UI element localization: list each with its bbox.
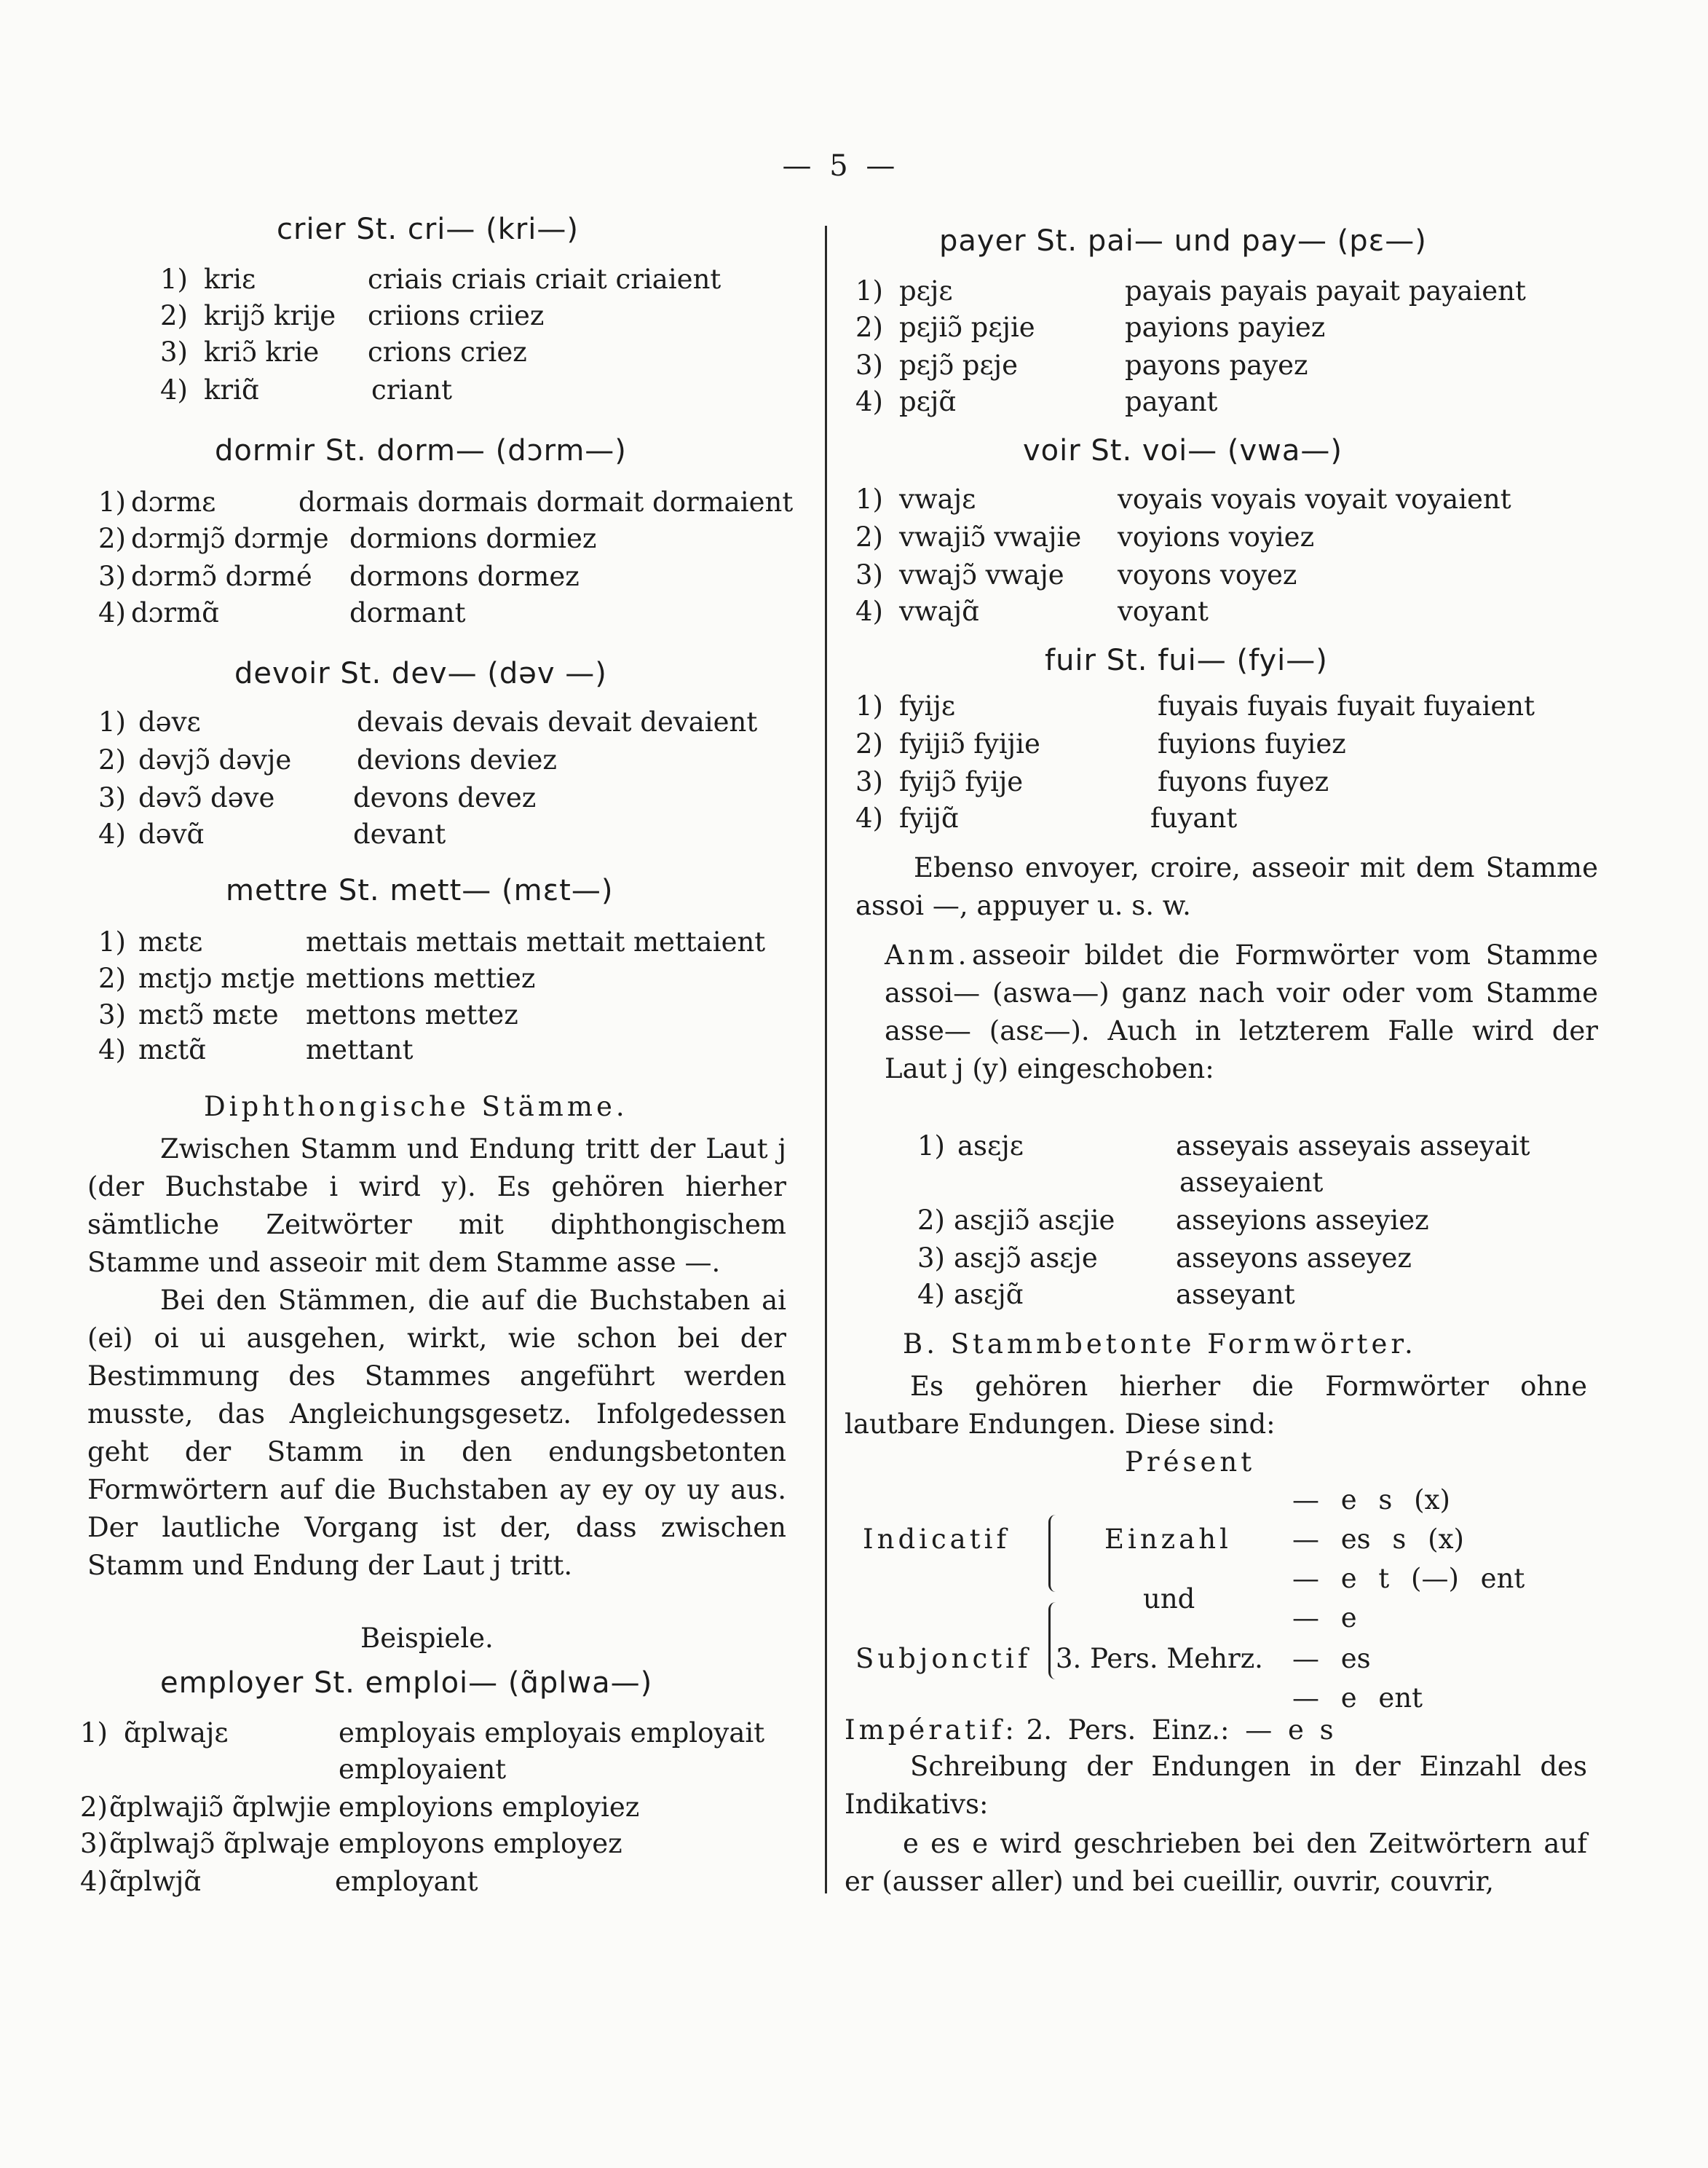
row-number: 4) (80, 1866, 108, 1897)
und-label: und (1143, 1583, 1195, 1615)
written-form: asseyant (1176, 1279, 1295, 1310)
row-number: 2) (160, 300, 188, 331)
phonetic-form: dəvɛ (138, 706, 201, 738)
written-form: dormions dormiez (349, 523, 597, 554)
written-form: payons payez (1125, 350, 1308, 381)
row-number: 1) (160, 264, 188, 295)
written-form: asseyaient (1179, 1167, 1324, 1198)
written-form: voyions voyiez (1118, 521, 1315, 553)
phonetic-form: krijɔ̃ krije (204, 300, 336, 331)
written-form: fuyons fuyez (1158, 766, 1329, 797)
devoir-heading: devoir St. dev— (dəv —) (234, 657, 607, 690)
phonetic-form: pɛjɔ̃ pɛje (899, 350, 1019, 381)
phonetic-form: fyijiɔ̃ fyijie (899, 728, 1040, 760)
written-form: asseyions asseyiez (1176, 1205, 1429, 1236)
written-form: employions employiez (339, 1791, 640, 1823)
phonetic-form: fyijɑ̃ (899, 803, 959, 834)
paragraph-ebenso: Ebenso envoyer, croire, asseoir mit dem Stamme assoi —, appuyer u. s. w. (855, 852, 1598, 921)
written-form: employant (335, 1866, 478, 1897)
row-number: 2) (98, 523, 126, 554)
row-number: 3) (855, 350, 883, 381)
phonetic-form: kriɔ̃ krie (204, 336, 320, 368)
row-number: 2) (80, 1791, 108, 1823)
phonetic-form: asɛjɑ̃ (954, 1279, 1024, 1310)
written-form: fuyais fuyais fuyait fuyaient (1158, 690, 1535, 722)
row-number: 4) (160, 374, 188, 406)
row-number: 1) (855, 690, 883, 722)
row-number: 4) (855, 596, 883, 627)
written-form: dormant (349, 597, 466, 628)
row-number: 1) (98, 706, 126, 738)
paragraph-anmerkung (885, 937, 1598, 1088)
phonetic-form: dɔrmɑ̃ (131, 597, 219, 628)
written-form: crions criez (368, 336, 527, 368)
written-form: fuyions fuyiez (1158, 728, 1346, 760)
phonetic-form: ɑ̃plwjɑ̃ (109, 1866, 202, 1897)
examples-title: Beispiele. (360, 1623, 494, 1654)
row-number: 1) (80, 1717, 108, 1749)
paragraph-endings-rule: e es e wird geschrieben bei den Zeitwörtern auf er (ausser aller) und bei cueillir, ouvrir, couvrir, (845, 1828, 1587, 1897)
payer-heading: payer St. pai— und pay— (pɛ—) (939, 224, 1427, 258)
dormir-heading: dormir St. dorm— (dɔrm—) (215, 434, 627, 468)
phonetic-form: dɔrmɛ (131, 486, 216, 518)
phonetic-form: dɔrmjɔ̃ dɔrmje (131, 523, 329, 554)
written-form: mettais mettais mettait mettaient (306, 926, 766, 958)
phonetic-form: fyijɔ̃ fyije (899, 766, 1024, 797)
phonetic-form: pɛjɑ̃ (899, 386, 957, 417)
bracket-lower (1048, 1602, 1058, 1679)
written-form: devons devez (353, 782, 537, 813)
phonetic-form: asɛjɛ (957, 1130, 1024, 1162)
phonetic-form: vwajɑ̃ (899, 596, 979, 627)
paragraph-angleichung: Bei den Stämmen, die auf die Buchstaben ai (ei) oi ui ausgehen, wirkt, wie schon bei der Bestimmung des Stammes angeführt werden musste, das Angleichungsgesetz. Infolgedessen geht der Stamm in den endungsbetonten Formwörtern auf die Buchstaben ay ey oy uy aus. Der lautliche Vorgang ist der, dass zwischen Stamm und Endung der Laut j tritt. (87, 1285, 786, 1581)
written-form: employais employais employait (339, 1717, 765, 1749)
written-form: employons employez (339, 1828, 622, 1859)
phonetic-form: vwajɛ (899, 484, 976, 515)
written-form: asseyais asseyais asseyait (1176, 1130, 1530, 1162)
crier-heading: crier St. cri— (kri—) (277, 213, 580, 246)
written-form: criant (371, 374, 452, 406)
row-number: 1) (855, 275, 883, 307)
written-form: voyais voyais voyait voyaient (1118, 484, 1511, 515)
present-title: Présent (1125, 1446, 1256, 1478)
written-form: devions deviez (357, 744, 557, 776)
paragraph-diphthong-intro: Zwischen Stamm und Endung tritt der Laut j (der Buchstabe i wird y). Es gehören hierher sämtliche Zeitwörter mit diphthongischem Stamme und asseoir mit dem Stamme asse —. (87, 1133, 786, 1278)
written-form: voyons voyez (1118, 559, 1297, 591)
paragraph-section-b: Es gehören hierher die Formwörter ohne lautbare Endungen. Diese sind: (845, 1371, 1587, 1440)
imperatif-endings: 2. Pers. Einz.: — e s (1026, 1714, 1334, 1746)
ending-row: — e (1292, 1602, 1357, 1633)
row-number: 3) (855, 559, 883, 591)
bracket-upper (1048, 1515, 1058, 1592)
row-number: 4) (98, 819, 126, 850)
voir-heading: voir St. voi— (vwa—) (1023, 434, 1343, 468)
written-form: asseyons asseyez (1176, 1242, 1412, 1274)
anm-label: Anm. (885, 939, 970, 971)
phonetic-form: asɛjɔ̃ asɛje (954, 1242, 1098, 1274)
phonetic-form: mɛtɔ̃ mɛte (138, 999, 279, 1030)
employer-heading: employer St. emploi— (ɑ̃plwa—) (160, 1666, 653, 1700)
phonetic-form: dɔrmɔ̃ dɔrmé (131, 561, 312, 592)
row-number: 1) (98, 926, 126, 958)
written-form: voyant (1118, 596, 1209, 627)
written-form: dormais dormais dormait dormaient (298, 486, 794, 518)
phonetic-form: dəvɑ̃ (138, 819, 205, 850)
phonetic-form: mɛtɛ (138, 926, 203, 958)
paragraph-schreibung: Schreibung der Endungen in der Einzahl des Indikativs: (845, 1751, 1587, 1820)
row-number: 2) (855, 521, 883, 553)
mettre-heading: mettre St. mett— (mɛt—) (226, 874, 614, 907)
row-number: 3) (98, 561, 126, 592)
phonetic-form: vwajɔ̃ vwaje (899, 559, 1064, 591)
written-form: payais payais payait payaient (1125, 275, 1526, 307)
row-number: 4) (98, 1034, 126, 1065)
written-form: payions payiez (1125, 312, 1326, 343)
row-number: 2) (855, 728, 883, 760)
ending-row: — e ent (1292, 1682, 1423, 1714)
phonetic-form: pɛjiɔ̃ pɛjie (899, 312, 1035, 343)
row-number: 4) (917, 1279, 945, 1310)
row-number: 4) (855, 803, 883, 834)
written-form: devant (353, 819, 446, 850)
row-number: 3) (855, 766, 883, 797)
row-number: 2) (855, 312, 883, 343)
row-number: 1) (98, 486, 126, 518)
written-form: dormons dormez (349, 561, 580, 592)
row-number: 2) (98, 744, 126, 776)
page-number: — 5 — (782, 149, 900, 183)
column-divider (825, 226, 827, 1893)
row-number: 2) (917, 1205, 945, 1236)
phonetic-form: mɛtjɔ mɛtje (138, 963, 296, 994)
written-form: fuyant (1150, 803, 1238, 834)
section-b-title: B. Stammbetonte Formwörter. (903, 1328, 1417, 1360)
indicatif-label: Indicatif (863, 1523, 1011, 1555)
written-form: payant (1125, 386, 1218, 417)
ending-row: — e t (—) ent (1292, 1563, 1525, 1594)
row-number: 3) (917, 1242, 945, 1274)
ending-row: — es s (x) (1292, 1523, 1464, 1555)
written-form: mettions mettiez (306, 963, 536, 994)
phonetic-form: ɑ̃plwajiɔ̃ ɑ̃plwjie (109, 1791, 331, 1823)
written-form: criais criais criait criaient (368, 264, 721, 295)
phonetic-form: dəvɔ̃ dəve (138, 782, 275, 813)
phonetic-form: kriɛ (204, 264, 256, 295)
diphthong-section-title: Diphthongische Stämme. (204, 1091, 628, 1122)
row-number: 1) (855, 484, 883, 515)
phonetic-form: asɛjiɔ̃ asɛjie (954, 1205, 1115, 1236)
phonetic-form: ɑ̃plwajɛ (124, 1717, 229, 1749)
phonetic-form: fyijɛ (899, 690, 956, 722)
phonetic-form: mɛtɑ̃ (138, 1034, 206, 1065)
row-number: 3) (160, 336, 188, 368)
phonetic-form: kriɑ̃ (204, 374, 259, 406)
row-number: 3) (98, 782, 126, 813)
row-number: 4) (98, 597, 126, 628)
written-form: devais devais devait devaient (357, 706, 758, 738)
row-number: 3) (80, 1828, 108, 1859)
mehrzahl-label: 3. Pers. Mehrz. (1056, 1643, 1263, 1674)
imperatif-label: Impératif: (845, 1714, 1018, 1746)
anm-text: asseoir bildet die Formwörter vom Stamme assoi— (aswa—) ganz nach voir oder vom Stamme asse— (asɛ—). Auch in letzterem Falle wird der Laut j (y) eingeschoben: (885, 939, 1598, 1084)
subjonctif-label: Subjonctif (855, 1643, 1032, 1674)
phonetic-form: pɛjɛ (899, 275, 953, 307)
imperatif-line (845, 1714, 1334, 1746)
row-number: 4) (855, 386, 883, 417)
row-number: 3) (98, 999, 126, 1030)
written-form: criions criiez (368, 300, 545, 331)
written-form: mettant (306, 1034, 414, 1065)
phonetic-form: ɑ̃plwajɔ̃ ɑ̃plwaje (109, 1828, 331, 1859)
written-form: mettons mettez (306, 999, 518, 1030)
einzahl-label: Einzahl (1104, 1523, 1232, 1555)
fuir-heading: fuir St. fui— (fyi—) (1045, 644, 1328, 677)
row-number: 1) (917, 1130, 945, 1162)
ending-row: — es (1292, 1643, 1371, 1674)
ending-row: — e s (x) (1292, 1484, 1450, 1515)
written-form: employaient (339, 1754, 507, 1785)
phonetic-form: vwajiɔ̃ vwajie (899, 521, 1082, 553)
row-number: 2) (98, 963, 126, 994)
phonetic-form: dəvjɔ̃ dəvje (138, 744, 292, 776)
